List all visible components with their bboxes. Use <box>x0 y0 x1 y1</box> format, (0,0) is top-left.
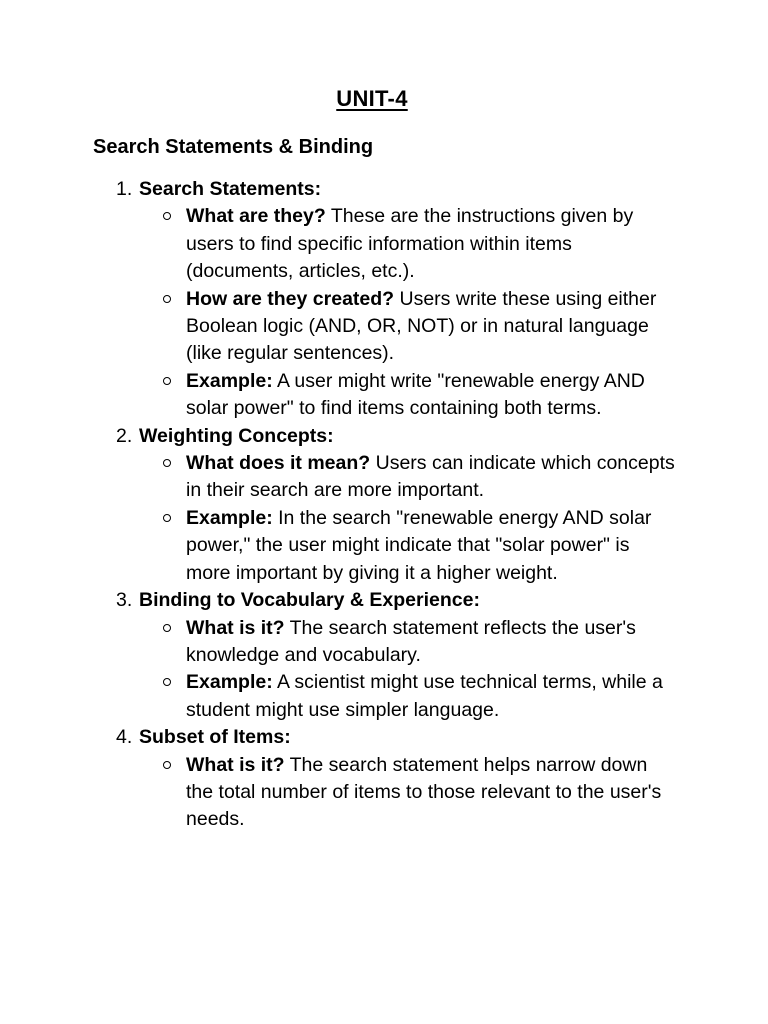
bullet-label: Example: <box>186 506 273 529</box>
bullet-text: The search statement helps narrow down the total number of items to those relevant to the user's needs. <box>186 753 662 831</box>
bullet-label: What is it? <box>186 616 285 639</box>
list-item-heading <box>0 724 768 751</box>
bullet-item <box>0 203 676 285</box>
bullet-label: Example: <box>186 369 273 392</box>
bullet-text: Users can indicate which concepts in their search are more important. <box>186 452 675 502</box>
bullet-text: In the search "renewable energy AND solar power," the user might indicate that "solar power" is more important by giving it a higher weight. <box>186 506 652 584</box>
list-item-title: Subset of Items: <box>139 726 291 749</box>
hollow-circle-bullet-icon <box>163 514 171 522</box>
bullet-item <box>0 615 676 670</box>
bullet-item <box>0 450 676 505</box>
list-item-number: 3. <box>116 589 133 612</box>
list-item-title: Binding to Vocabulary & Experience: <box>139 589 480 612</box>
bullet-item <box>0 286 676 368</box>
list-item-number: 4. <box>116 726 133 749</box>
list-item-heading <box>0 587 768 614</box>
bullet-text: The search statement reflects the user's knowledge and vocabulary. <box>186 616 636 666</box>
list-item-title: Weighting Concepts: <box>139 424 334 447</box>
hollow-circle-bullet-icon <box>163 212 171 220</box>
list-item-title: Search Statements: <box>139 178 322 200</box>
bullet-label: What are they? <box>186 205 326 228</box>
hollow-circle-bullet-icon <box>163 678 171 686</box>
bullet-text: These are the instructions given by users to find specific information within items (documents, articles, etc.). <box>186 205 634 283</box>
bullet-text: A user might write "renewable energy AND solar power" to find items containing both terms. <box>186 369 645 420</box>
bullet-label: What does it mean? <box>186 452 371 475</box>
hollow-circle-bullet-icon <box>163 459 171 467</box>
hollow-circle-bullet-icon <box>163 295 171 303</box>
list-item-number: 2. <box>116 424 133 447</box>
bullet-item <box>0 505 676 587</box>
bullet-text: Users write these using either Boolean logic (AND, OR, NOT) or in natural language (like regular sentences). <box>186 287 657 365</box>
bullet-label: What is it? <box>186 753 285 776</box>
bullet-item <box>0 752 676 834</box>
section-subtitle: Search Statements & Binding <box>93 136 374 158</box>
hollow-circle-bullet-icon <box>163 624 171 632</box>
list-item-heading <box>0 176 768 203</box>
list-item-number: 1. <box>116 178 133 200</box>
bullet-label: Example: <box>186 671 273 694</box>
numbered-list <box>0 176 768 834</box>
bullet-text: A scientist might use technical terms, while a student might use simpler language. <box>186 671 663 721</box>
list-item-heading <box>0 423 768 450</box>
page-title: UNIT-4 <box>336 86 408 111</box>
bullet-item <box>0 669 676 724</box>
bullet-label: How are they created? <box>186 287 395 310</box>
hollow-circle-bullet-icon <box>163 377 171 385</box>
hollow-circle-bullet-icon <box>163 761 171 769</box>
bullet-item <box>0 368 676 423</box>
